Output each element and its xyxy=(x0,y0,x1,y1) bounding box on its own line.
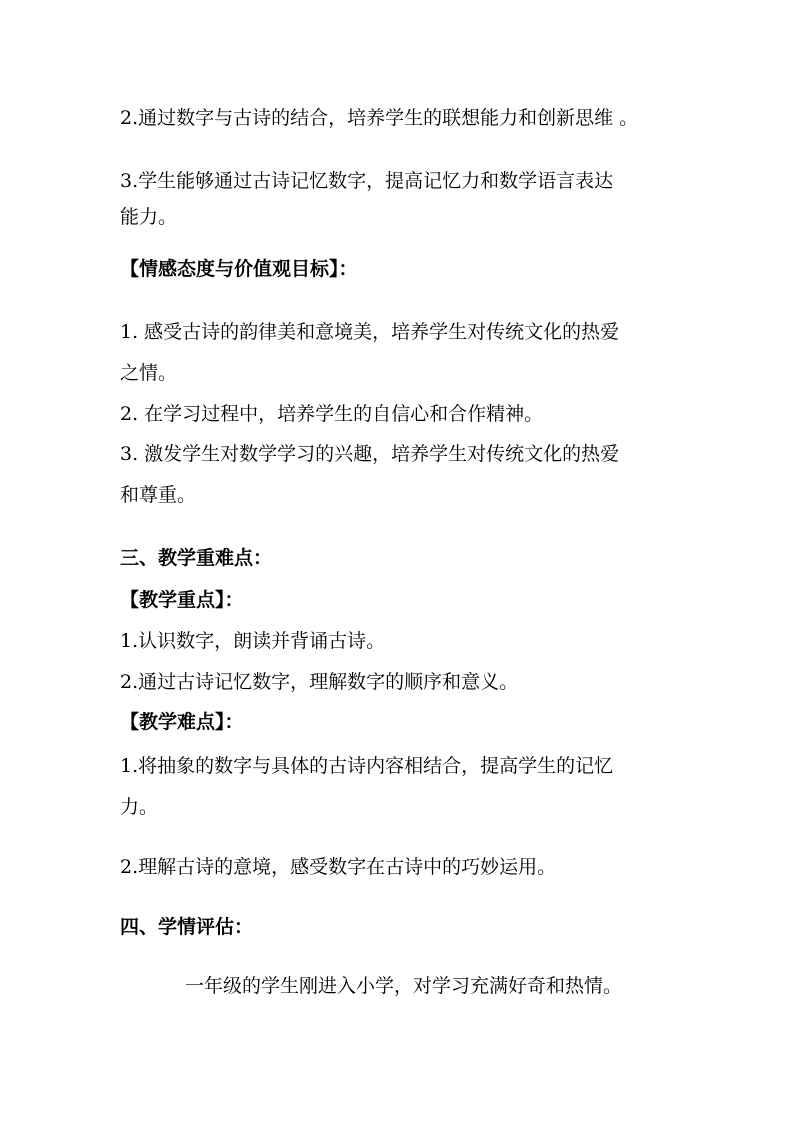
key-point-item-1: 1.认识数字，朗读并背诵古诗。 xyxy=(120,630,386,652)
emotion-item-3-line1: 3. 激发学生对数学学习的兴趣，培养学生对传统文化的热爱 xyxy=(120,443,620,465)
emotion-goals-heading: 【情感态度与价值观目标】： xyxy=(120,258,358,280)
key-points-heading: 【教学重点】： xyxy=(120,589,244,611)
difficulty-item-1-line1: 1.将抽象的数字与具体的古诗内容相结合，提高学生的记忆 xyxy=(120,755,614,777)
difficulty-item-2: 2.理解古诗的意境，感受数字在古诗中的巧妙运用。 xyxy=(120,856,557,878)
section-4-paragraph: 一年级的学生刚进入小学，对学习充满好奇和热情。 xyxy=(185,975,623,997)
difficulty-item-1-line2: 力。 xyxy=(120,796,159,818)
key-point-item-2: 2.通过古诗记忆数字，理解数字的顺序和意义。 xyxy=(120,671,519,693)
section-4-heading: 四、学情评估： xyxy=(120,916,254,938)
goal-item-3-line1: 3.学生能够通过古诗记忆数字，提高记忆力和数学语言表达 xyxy=(120,170,614,192)
goal-item-2: 2.通过数字与古诗的结合，培养学生的联想能力和创新思维 。 xyxy=(120,107,639,129)
emotion-item-2: 2. 在学习过程中，培养学生的自信心和合作精神。 xyxy=(120,403,544,425)
emotion-item-1-line1: 1. 感受古诗的韵律美和意境美，培养学生对传统文化的热爱 xyxy=(120,321,620,343)
emotion-item-1-line2: 之情。 xyxy=(120,362,178,384)
difficulties-heading: 【教学难点】： xyxy=(120,711,244,733)
emotion-item-3-line2: 和尊重。 xyxy=(120,484,197,506)
goal-item-3-line2: 能力。 xyxy=(120,206,178,228)
section-3-heading: 三、教学重难点： xyxy=(120,547,273,569)
